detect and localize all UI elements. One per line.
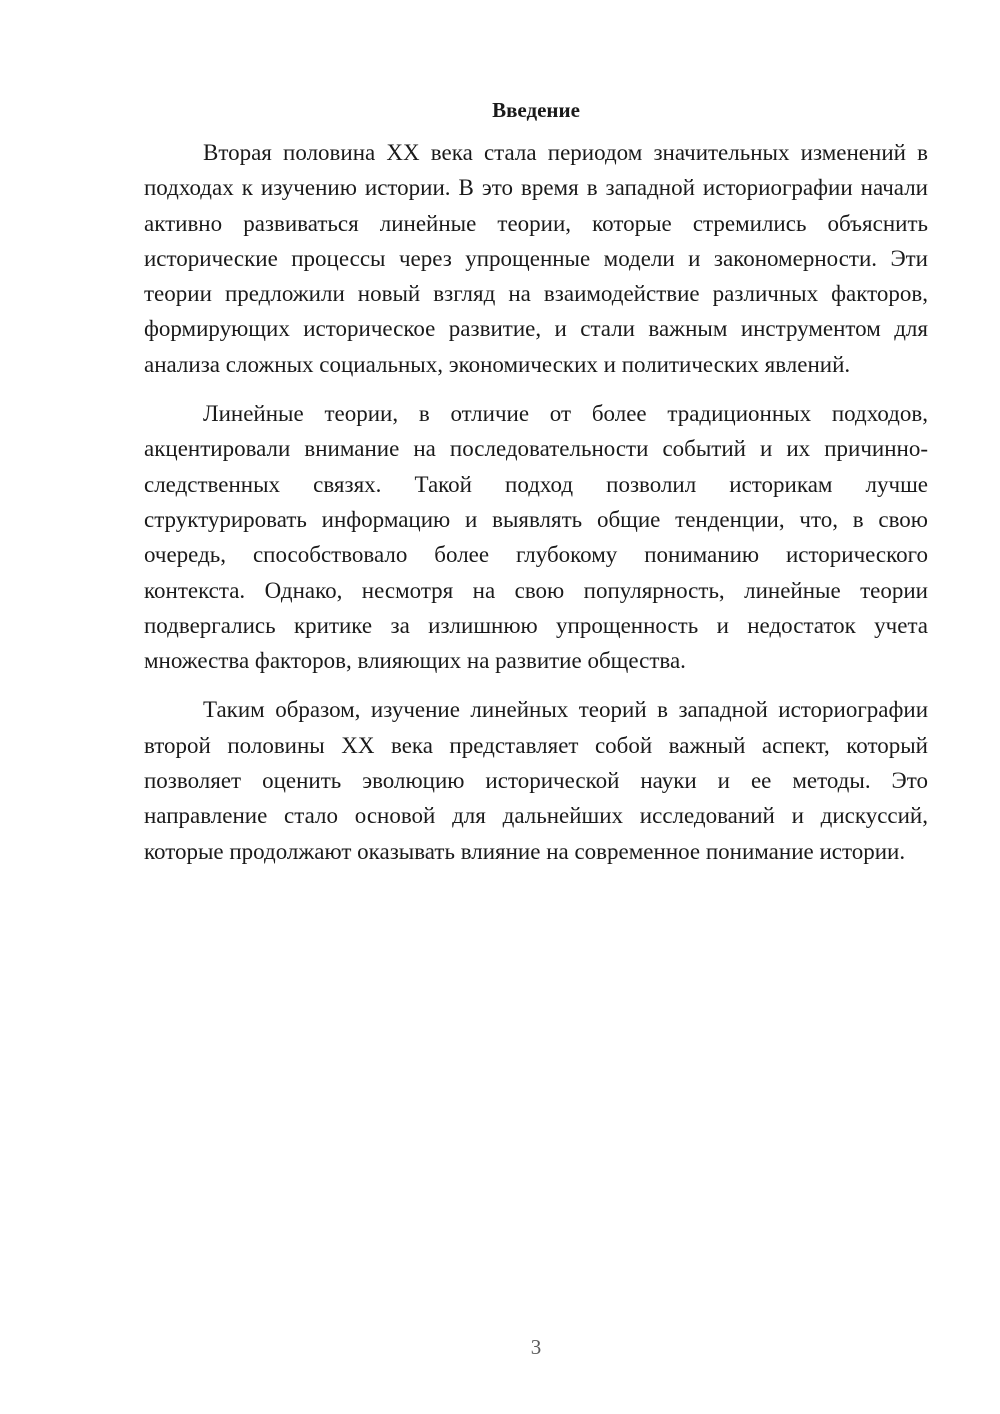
paragraph-2: Линейные теории, в отличие от более традиционных подходов, акцентировали внимание на последовательности событий и их причинно-следственных связях. Такой подход позволил историкам лучше структурировать информацию и выявлять общие тенденции, что, в свою очередь, способствовало более глубокому пониманию исторического контекста. Однако, несмотря на свою популярность, линейные теории подвергались критике за излишнюю упрощенность и недостаток учета множества факторов, влияющих на развитие общества. [144,401,928,674]
paragraph-1: Вторая половина XX века стала периодом значительных изменений в подходах к изучению истории. В это время в западной историографии начали активно развиваться линейные теории, которые стремились объяснить исторические процессы через упрощенные модели и закономерности. Эти теории предложили новый взгляд на взаимодействие различных факторов, формирующих историческое развитие, и стали важным инструментом для анализа сложных социальных, экономических и политических явлений. [144,140,928,377]
paragraph-3: Таким образом, изучение линейных теорий в западной историографии второй половины XX века представляет собой важный аспект, который позволяет оценить эволюцию исторической науки и ее методы. Это направление стало основой для дальнейших исследований и дискуссий, которые продолжают оказывать влияние на современное понимание истории. [144,697,928,864]
page-number: 3 [530,1335,542,1359]
page-content [144,88,928,869]
section-title: Введение [492,98,580,122]
